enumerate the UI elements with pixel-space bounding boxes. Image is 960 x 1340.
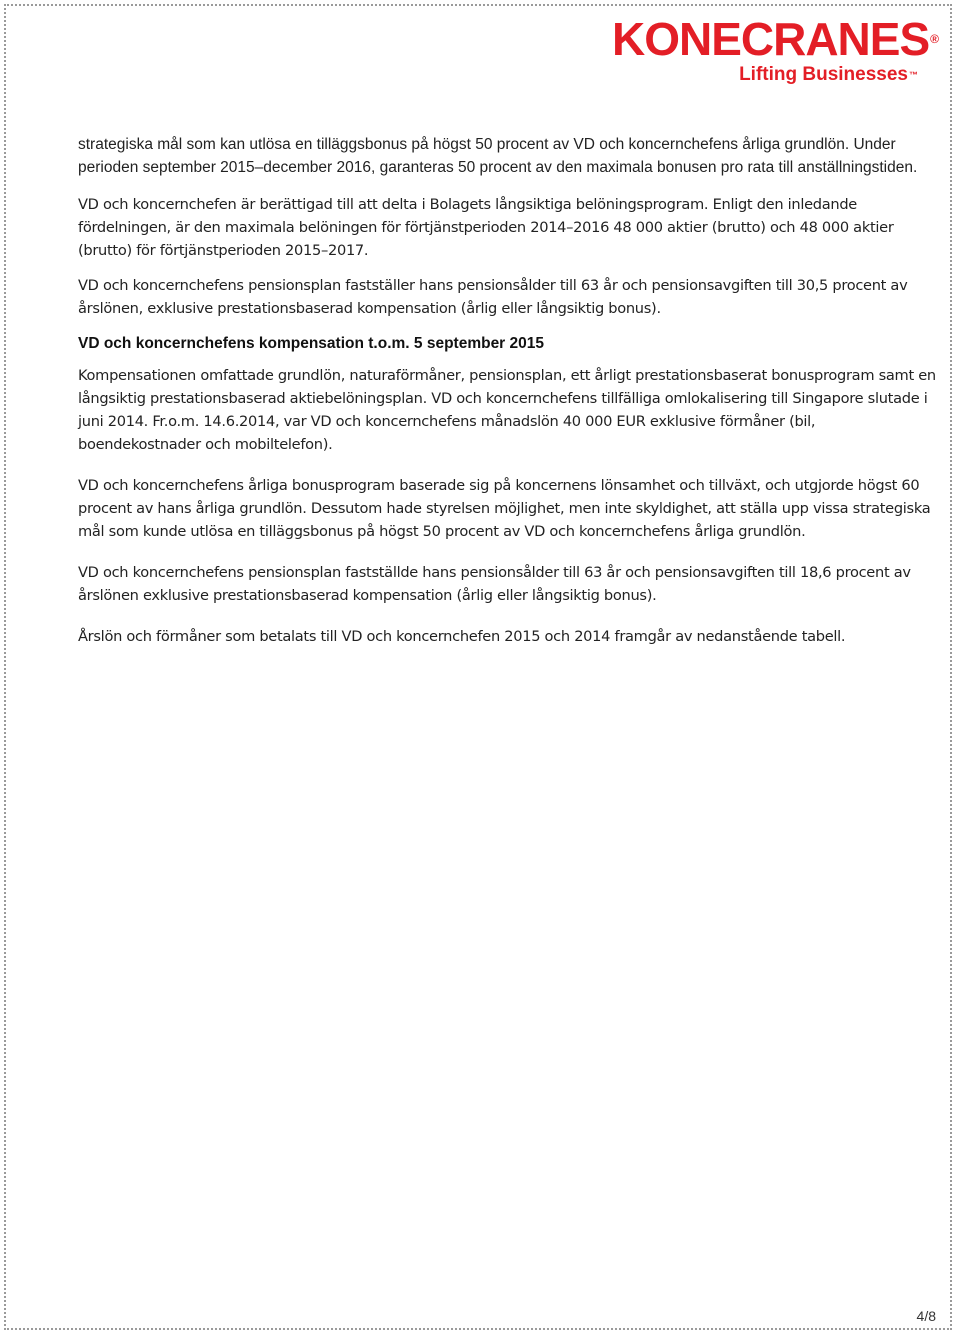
logo-text: KONECRANES [612,13,930,65]
logo-registered-mark: ® [930,32,938,46]
logo-tagline [578,64,918,86]
tagline-trademark: ™ [909,70,918,80]
paragraph-bonus-guarantee: strategiska mål som kan utlösa en tilläggsbonus på högst 50 procent av VD och koncernchefens årliga grundlön. Under perioden september 2015–december 2016, garanteras 50 procent av den maximala bonusen pro rata till anställningstiden. [78,136,918,176]
paragraph-long-term-incentive: VD och koncernchefen är berättigad till att delta i Bolagets långsiktiga belöningsprogram. Enligt den inledande fördelningen, är den maximala belöningen för förtjänstperioden 2014–2016 48 000 aktier (brutto) och 48 000 aktier (brutto) för förtjänstperioden 2015–2017. [78,196,894,259]
paragraph-pension-plan: VD och koncernchefens pensionsplan fastställer hans pensionsålder till 63 år och pensionsavgiften till 30,5 procent av årslönen, exklusive prestationsbaserad kompensation (årlig eller långsiktig bonus). [78,277,908,317]
page-number: 4/8 [916,1308,936,1324]
paragraph-annual-bonus: VD och koncernchefens årliga bonusprogram baserade sig på koncernens lönsamhet och tillväxt, och utgjorde högst 60 procent av hans årliga grundlön. Dessutom hade styrelsen möjlighet, men inte skyldighet, att ställa upp vissa strategiska mål som kunde utlösa en tilläggsbonus på högst 50 procent av VD och koncernchefens årliga grundlön. [78,477,931,540]
paragraph-previous-pension: VD och koncernchefens pensionsplan fastställde hans pensionsålder till 63 år och pensionsavgiften till 18,6 procent av årslönen exklusive prestationsbaserad kompensation (årlig eller långsiktig bonus). [78,564,911,604]
konecranes-logo [578,13,938,86]
document-body [78,133,938,648]
section-heading: VD och koncernchefens kompensation t.o.m. 5 september 2015 [78,335,545,352]
paragraph-compensation: Kompensationen omfattade grundlön, naturaförmåner, pensionsplan, ett årligt prestationsbaserat bonusprogram samt en långsiktig prestationsbaserad aktiebelöningsplan. VD och koncernchefens tillfälliga omlokalisering till Singapore slutade i juni 2014. Fr.o.m. 14.6.2014, var VD och koncernchefens månadslön 40 000 EUR exklusive förmåner (bil, boendekostnader och mobiltelefon). [78,367,936,453]
tagline-text: Lifting Businesses [739,64,908,85]
paragraph-table-intro: Årslön och förmåner som betalats till VD och koncernchefen 2015 och 2014 framgår av nedanstående tabell. [78,628,846,645]
logo-wordmark [578,13,938,65]
